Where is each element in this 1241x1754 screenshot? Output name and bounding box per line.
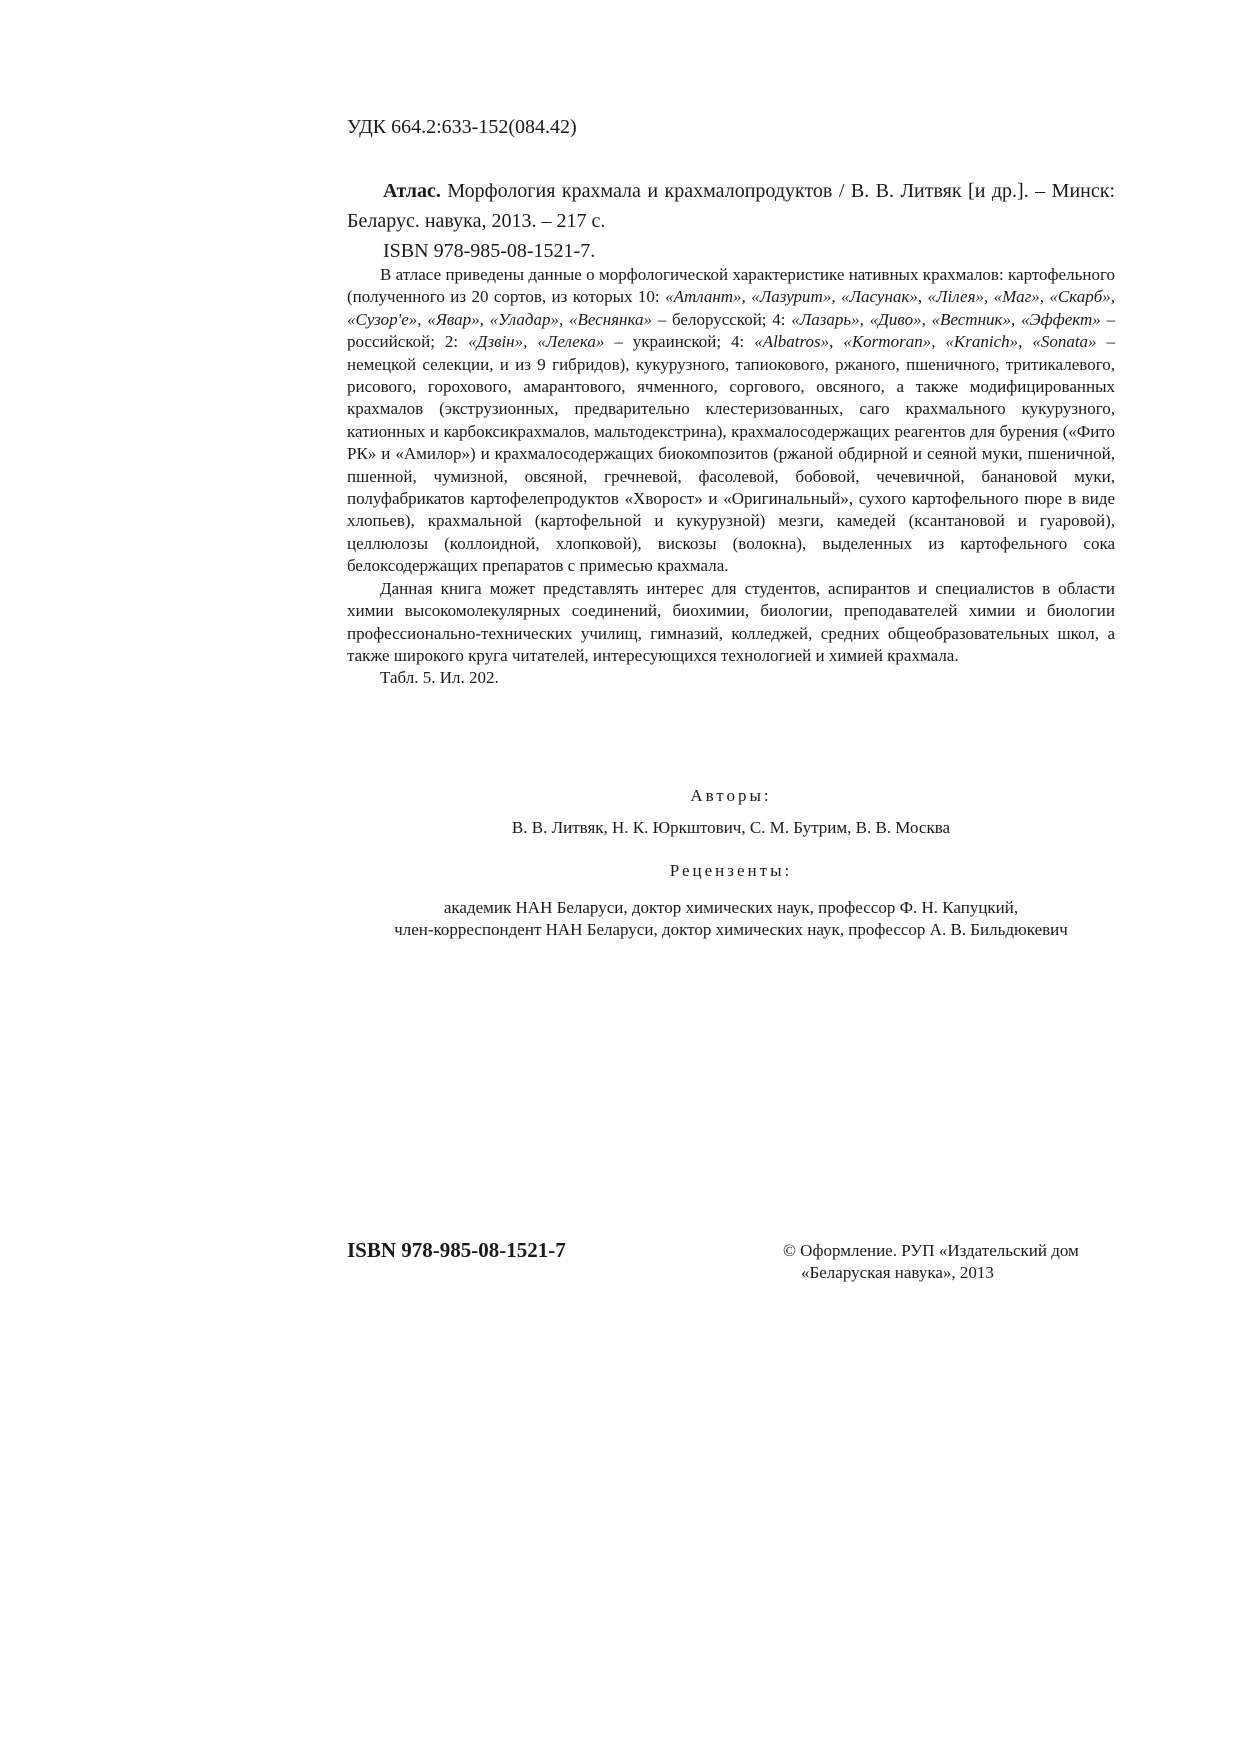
citation-isbn: ISBN 978-985-08-1521-7. (383, 240, 596, 262)
copyright-line-1: © Оформление. РУП «Издательский дом (783, 1241, 1079, 1260)
abstract-text-ukraine: – украинской; 4: (604, 332, 755, 352)
abstract-text-belarus: – белорусской; 4: (652, 309, 792, 329)
abstract-tables-illustrations: Табл. 5. Ил. 202. (380, 668, 499, 688)
udk-code: УДК 664.2:633-152(084.42) (347, 116, 577, 138)
citation-title-bold: Атлас. (383, 180, 441, 202)
reviewer-1: академик НАН Беларуси, доктор химических наук, профессор Ф. Н. Капуцкий, (443, 898, 1019, 917)
bibliographic-citation (347, 176, 1115, 266)
reviewers-heading: Рецензенты: (669, 861, 793, 880)
isbn-footer: ISBN 978-985-08-1521-7 (347, 1238, 566, 1262)
german-varieties: «Albatros», «Kormoran», «Kranich», «Sonata» (754, 332, 1097, 352)
russian-varieties: «Лазарь», «Диво», «Вестник», «Эффект» (791, 309, 1101, 329)
ukrainian-varieties: «Дзвін», «Лелека» (468, 332, 605, 352)
abstract-paragraph-1 (347, 264, 1115, 578)
abstract-paragraph-2: Данная книга может представлять интерес для студентов, аспирантов и специалистов в области химии высокомолекулярных соединений, биохимии, биологии, преподавателей химии и биологии профессионально-технических училищ, гимназий, колледжей, средних общеобразовательных школ, а также широкого круга читателей, интересующихся технологией и химией крахмала. (347, 578, 1115, 665)
citation-title-rest: Морфология крахмала и крахмалопродуктов / В. В. Литвяк [и др.]. – Минск: Беларус. навука, 2013. – 217 с. (347, 180, 1115, 232)
copyright-notice (783, 1240, 1115, 1284)
abstract-text-russia: – российской; 2: (347, 309, 1116, 352)
abstract-rest: – немецкой селекции, и из 9 гибридов), кукурузного, тапиокового, ржаного, пшеничного, тритикалевого, рисового, горохового, амарантового, ячменного, соргового, овсяного, а также модифицированных крахмалов (экструзионных, предварительно клестеризованных, саго крахмального кукурузного, катионных и карбоксикрахмалов, мальтодекстрина), крахмалосодержащих реагентов для бурения («Фито РК» и «Амилор») и крахмалосодержащих биокомпозитов (ржаной обдирной и сеяной муки, пшеничной, пшенной, чумизной, овсяной, гречневой, фасолевой, бобовой, чечевичной, банановой муки, полуфабрикатов картофелепродуктов «Хворост» и «Оригинальный», сухого картофельного пюре в виде хлопьев), крахмальной (картофельной и кукурузной) мезги, камедей (ксантановой и гуаровой), целлюлозы (коллоидной, хлопковой), вискозы (волокна), выделенных из картофельного сока белоксодержащих препаратов с примесью крахмала. (347, 332, 1116, 576)
copyright-line-2: «Беларуская навука», 2013 (801, 1263, 994, 1282)
authors-heading: Авторы: (690, 786, 772, 805)
abstract (347, 264, 1115, 690)
authors-names: В. В. Литвяк, Н. К. Юркштович, С. М. Бутрим, В. В. Москва (511, 818, 951, 837)
citation-title (347, 176, 1115, 236)
belarusian-varieties: «Атлант», «Лазурит», «Ласунак», «Лілея», «Маг», «Скарб», «Сузор'е», «Явар», «Уладар», «Веснянка» (347, 287, 1116, 329)
reviewer-2: член-корреспондент НАН Беларуси, доктор химических наук, профессор А. В. Бильдюкевич (394, 920, 1068, 939)
abstract-intro: В атласе приведены данные о морфологической характеристике нативных крахмалов: картофельного (полученного из 20 сортов, из которых 10: (347, 265, 1115, 307)
